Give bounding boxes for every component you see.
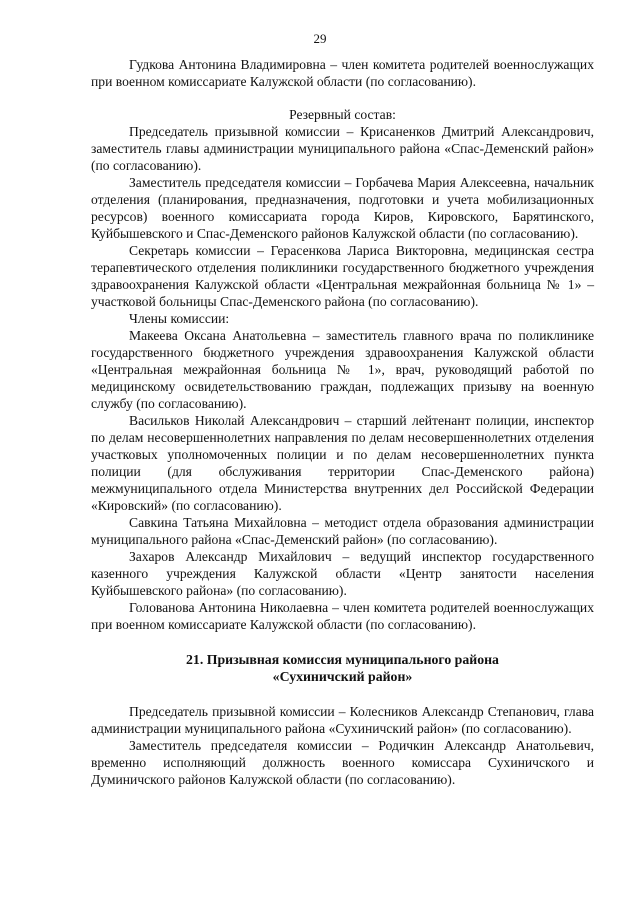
section21-deputy-paragraph: Заместитель председателя комиссии – Родичкин Александр Анатольевич, временно исполняющий должность военного комиссара Сухиничского и Думиничского районов Калужской области (по согласованию). [91,738,594,787]
reserve-member-paragraph: Захаров Александр Михайлович – ведущий инспектор государственного казенного учреждения Калужской области «Центр занятости населения Куйбышевского района» (по согласованию). [91,549,594,598]
page-number: 29 [313,31,327,46]
section-heading-line-1: 21. Призывная комиссия муниципального района [186,652,499,667]
reserve-secretary-paragraph: Секретарь комиссии – Герасенкова Лариса Викторовна, медицинская сестра терапевтического отделения поликлиники государственного бюджетного учреждения здравоохранения Калужской области «Центральная межрайонная больница № 1» – участковой больницы Спас-Деменского района (по согласованию). [91,243,594,309]
reserve-member-paragraph: Макеева Оксана Анатольевна – заместитель главного врача по поликлинике государственного бюджетного учреждения здравоохранения Калужской области «Центральная межрайонная больница № 1», врач, руководящий работой по медицинскому освидетельствованию граждан, подлежащих призыву на военную службу (по согласованию). [91,328,594,411]
spacer [91,633,594,651]
document-body [91,56,594,788]
reserve-chairman-paragraph: Председатель призывной комиссии – Крисаненков Дмитрий Александрович, заместитель главы администрации муниципального района «Спас-Деменский район» (по согласованию). [91,124,594,173]
reserve-deputy-paragraph: Заместитель председателя комиссии – Горбачева Мария Алексеевна, начальник отделения (планирования, предназначения, подготовки и учета мобилизационных ресурсов) военного комиссариата города Киров, Кировского, Барятинского, Куйбышевского и Спас-Деменского районов Калужской области (по согласованию). [91,175,594,241]
member-golubkova-paragraph: Гудкова Антонина Владимировна – член комитета родителей военнослужащих при военном комиссариате Калужской области (по согласованию). [91,57,594,89]
spacer [91,685,594,703]
reserve-member-paragraph: Голованова Антонина Николаевна – член комитета родителей военнослужащих при военном комиссариате Калужской области (по согласованию). [91,600,594,632]
reserve-member-paragraph: Васильков Николай Александрович – старший лейтенант полиции, инспектор по делам несовершеннолетних направления по делам несовершеннолетних отделения участковых уполномоченных полиции и по делам несовершеннолетних пункта полиции (для обслуживания территории Спас-Деменского района) межмуниципального отдела Министерства внутренних дел Российской Федерации «Кировский» (по согласованию). [91,413,594,513]
reserve-member-paragraph: Савкина Татьяна Михайловна – методист отдела образования администрации муниципального района «Спас-Деменский район» (по согласованию). [91,515,594,547]
reserve-title: Резервный состав: [289,107,396,122]
reserve-members-label: Члены комиссии: [129,311,230,326]
spacer [91,90,594,106]
section21-chairman-paragraph: Председатель призывной комиссии – Колесников Александр Степанович, глава администрации муниципального района «Сухиничский район» (по согласованию). [91,704,594,736]
section-heading-line-2: «Сухиничский район» [272,669,413,684]
